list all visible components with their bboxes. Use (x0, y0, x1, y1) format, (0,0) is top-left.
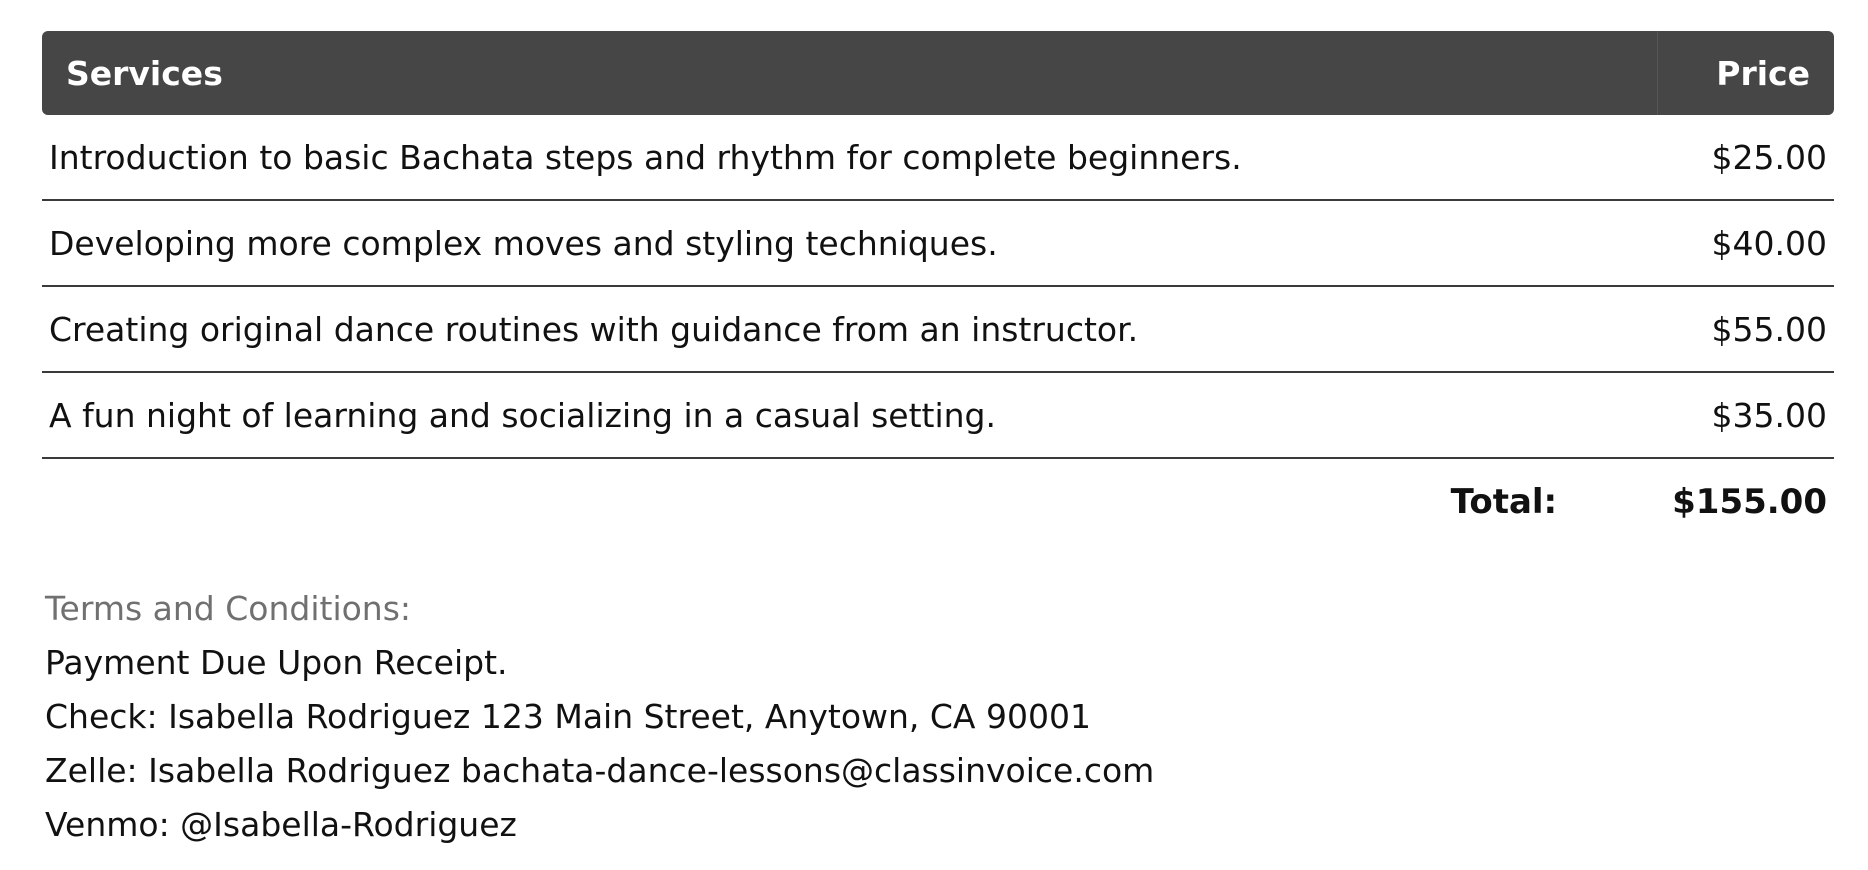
terms-and-conditions (45, 582, 1345, 852)
table-row (42, 287, 1834, 373)
table-row (42, 201, 1834, 287)
service-description: Creating original dance routines with guidance from an instructor. (49, 309, 1139, 349)
terms-heading: Terms and Conditions: (45, 589, 412, 628)
table-row (42, 373, 1834, 459)
service-price: $25.00 (1711, 137, 1827, 177)
terms-zelle-info: Zelle: Isabella Rodriguez bachata-dance-lessons@classinvoice.com (45, 751, 1155, 790)
service-description: Introduction to basic Bachata steps and rhythm for complete beginners. (49, 137, 1242, 177)
total-row (42, 459, 1834, 545)
table-header (42, 31, 1834, 115)
service-description: Developing more complex moves and styling techniques. (49, 223, 998, 263)
table-row (42, 115, 1834, 201)
service-price: $35.00 (1711, 395, 1827, 435)
total-value: $155.00 (1672, 482, 1827, 522)
terms-check-info: Check: Isabella Rodriguez 123 Main Street, Anytown, CA 90001 (45, 697, 1091, 736)
service-price: $40.00 (1711, 223, 1827, 263)
terms-payment-due: Payment Due Upon Receipt. (45, 643, 508, 682)
services-table (42, 31, 1834, 545)
service-description: A fun night of learning and socializing in a casual setting. (49, 395, 996, 435)
terms-venmo-info: Venmo: @Isabella-Rodriguez (45, 805, 517, 844)
price-column-header: Price (1716, 53, 1810, 93)
service-price: $55.00 (1711, 309, 1827, 349)
services-column-header: Services (66, 53, 223, 93)
total-label: Total: (1450, 482, 1558, 522)
